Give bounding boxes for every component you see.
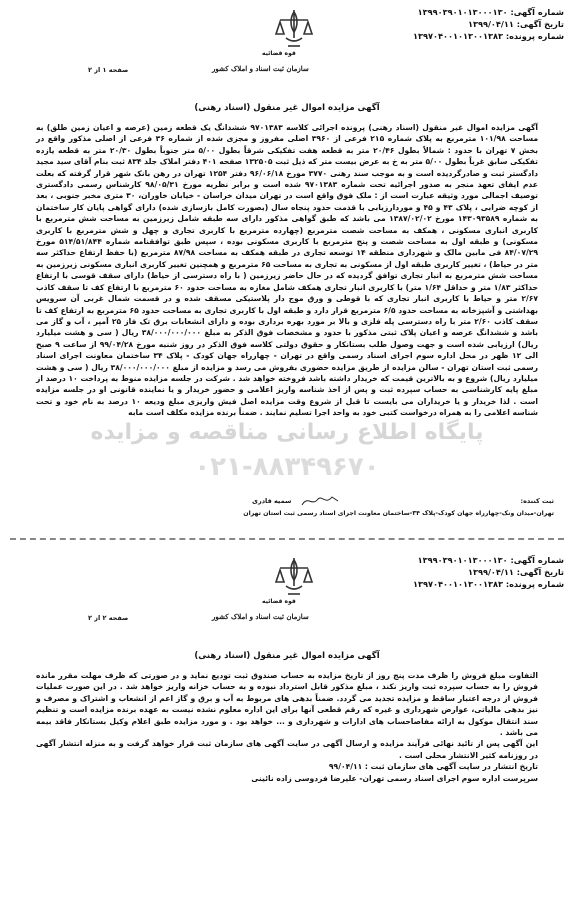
notice-number: شماره آگهی: ۱۳۹۹۰۳۹۰۱۰۱۳۰۰۰۱۳۰ [417, 555, 564, 565]
notice-paragraph: التفاوت مبلغ فروش را ظرف مدت پنج روز از تاریخ مزایده به حساب صندوق ثبت تودیع نماید و در صورتی که ظرف مهلت مقرر مانده فروش را به حساب سپرده ثبت واریز نکند ، مبلغ مذکور قابل استرداد نبوده و به حساب خزانه واریز خواهد شد . در این صورت عملیات فروش از درجه اعتبار ساقط و مزایده تجدید می گردد. ضمناً بدهی های مربوط به آب و برق و گاز اعم از انشعاب و اشتراک و مصرف و نیز بدهی مالیاتی، عوارض شهرداری و غیره که رقم قطعی آنها برای این اداره معلوم نشده نیست به عهده برنده مزایده است و تنظیم سند انتقال موکول به ارائه مفاصاحساب های ادارات و شهرداری و ... خواهد بود . و مورد مزایده طبق اعلام وکیل بستانکار فاقد بیمه می باشد . [36, 671, 538, 738]
notice-meta [384, 6, 564, 42]
section-divider [10, 538, 564, 540]
notice-number: شماره آگهی: ۱۳۹۹۰۳۹۰۱۰۱۳۰۰۰۱۳۰ [417, 7, 564, 17]
recorder-name: سمیه قادری [252, 497, 292, 505]
signatory: سرپرست اداره سوم اجرای اسناد رسمی تهران- علیرضا فردوسی زاده نائینی [251, 773, 538, 783]
notice-body [36, 670, 538, 784]
notice-date: تاریخ آگهی: ۱۳۹۹/۰۴/۱۱ [467, 19, 564, 29]
watermark-text: پایگاه اطلاع رسانی مناقصه و مزایده [90, 420, 484, 445]
organization-name: سازمان ثبت اسناد و املاک کشور [212, 64, 309, 73]
notice-title: آگهی مزایده اموال غیر منقول (اسناد رهنی) [194, 651, 380, 661]
publish-date: تاریخ انتشار در سایت آگهی های سازمان ثبت : ۹۹/۰۴/۱۱ [328, 762, 538, 772]
notice-meta [384, 554, 564, 590]
judiciary-label: قوه قضائیه [262, 598, 296, 605]
page-number: صفحه ۲ از ۲ [88, 614, 129, 622]
case-number: شماره پرونده: ۱۳۹۷۰۴۰۰۱۰۱۳۰۰۱۳۸۳ [413, 579, 564, 589]
page-number: صفحه ۱ از ۲ [88, 66, 129, 74]
notice-body [36, 122, 538, 419]
notice-paragraph: این آگهی پس از تائید نهائی فرآیند مزایده و ارسال آگهی در سایت آگهی های سازمان ثبت قرار خواهد گرفت و به منزله انتشار آگهی در روزنامه کثیر الانتشار محلی است . [36, 739, 538, 760]
signature-icon [300, 493, 340, 509]
iran-emblem-icon [268, 8, 320, 52]
recorder-label: ثبت کننده: [520, 497, 554, 505]
notice-date: تاریخ آگهی: ۱۳۹۹/۰۴/۱۱ [467, 567, 564, 577]
judiciary-label: قوه قضائیه [262, 50, 296, 57]
office-address: تهران-میدان ونک-چهارراه جهان کودک-پلاک ۳۴-ساختمان معاونت اجرای اسناد رسمی ثبت استان تهران [243, 510, 554, 517]
notice-title: آگهی مزایده اموال غیر منقول (اسناد رهنی) [194, 103, 380, 113]
organization-name: سازمان ثبت اسناد و املاک کشور [212, 612, 309, 621]
case-number: شماره پرونده: ۱۳۹۷۰۴۰۰۱۰۱۳۰۰۱۳۸۳ [413, 31, 564, 41]
notice-paragraph: آگهی مزایده اموال غیر منقول (اسناد رهنی) پرونده اجرائی کلاسه ۹۷۰۱۳۸۳ ششدانگ یک قطعه زمین (عرصه و اعیان زمین طلق) به مساحت ۱۰۱/۹۸ مترمربع به پلاک شماره ۲۱۵ فرعی از ۳۹۶۰ اصلی مفروز و مجزی شده از شماره ۳۶ فرعی از اصلی مذکور واقع در بخش ۷ تهران با حدود : شمالاً بطول ۲۰/۴۶ متر به قطعه هفت تفکیکی شرقاً بطول ۵/۰۰ متر جنوباً بطول ۲۰/۳۰ متر به قطعه یازده تفکیکی سابق غرباً بطول ۵/۰۰ متر به خ به عرض بیست متر که ذیل ثبت ۱۳۲۵۰۵ صفحه ۴۰۱ دفتر املاک جلد ۸۳۴ ثبت بنام آقای سید مجید دادگستر ثبت و صادرگردیده است و به موجب سند رهنی ۳۷۷۰ مورخ ۹۶/۰۶/۱۸ دفتر ۱۲۵۴ تهران در رهن بانک شهر قرار گرفته که بعلت عدم ایفای تعهد منجر به صدور اجرائیه تحت شماره ۹۷۰۱۳۸۳ شده است و برابر نظریه مورخ ۹۸/۰۵/۳۱ کارشناس رسمی دادگستری توصیف اجمالی مورد وثیقه عبارت است از : ملک فوق واقع است در تهران میدان خراسان - خیابان خاوران، ۳۰ متری مخبر جنوبی ، بعد از کوچه ضرابی ، پلاک ۴۳ و ۴۵ و موردارزیابی با قدمت حدود پنجاه سال (بصورت کامل بازسازی شده) دارای گواهی پایان کار ساختمان به شماره ۱۴۳۰۹۳۵۸۹ مورخ ۱۳۸۷/۰۲/۰۲ می باشد که طبق گواهی مذکور دارای سه طبقه شامل زیرزمین به مساحت شش مترمربع با کاربری انباری مسکونی ، همکف به مساحت شصت مترمربع (چهارده مترمربع با کاربری تجاری و چهل و شش مترمربع با کاربری مسکونی) و طبقه اول به مساحت شصت و پنج مترمربع با کاربری مسکونی بوده ، سپس طبق توافقنامه شماره ۵۱۴/۵۱/۸۴۴ مورخ ۸۴/۰۷/۲۹ فی مابین مالک و شهرداری منطقه ۱۴ توسعه تجاری در طبقه همکف به مساحت ۸۷/۹۸ مترمربع (با حفظ ارتفاع حداکثر سه متر در حیاط) ، تغییر کاربری طبقه اول از مسکونی به تجاری به مساحت ۶۵ مترمربع و همچنین تغییر کاربری انباری مسکونی زیرزمین به مساحت شش مترمربع به انبار تجاری توافق گردیده که در حال حاضر زیرزمین ( با راه دسترسی از حیاط) دارای سقف قوسی با ارتفاع حداکثر ۱/۸۳ متر و حداقل ۱/۶۴ متر) با کاربری انبار تجاری همکف شامل مغازه به مساحت حدود ۶۰ مترمربع با ارتفاع کف تا سقف کاذب ۲/۶۷ متر و حیاط با کاربری انبار تجاری که با قوطی و ورق موج دار پلاستیکی مسقف شده و در قسمت شمال غربی آن سرویس بهداشتی و آشپزخانه به مساحت حدود ۶/۵ مترمربع قرار دارد و طبقه اول با کاربری تجاری به مساحت حدود ۶۵ مترمربع به ارتفاع کف تا سقف کاذب ۲/۶۰ متر با راه دسترسی پله فلزی و بالا بر مورد بهره برداری بوده و دارای انشعابات برق تک فاز ۲۵ آمپر ، آب و گاز می باشد و ششدانگ عرصه و اعیان پلاک ثبتی مذکور با حدود و مشخصات فوق الذکر به مبلغ ۳۸/۰۰۰/۰۰۰/۰۰۰ ریال ( سی و هشت میلیارد ریال) ارزیابی شده است و جهت وصول طلب بستانکار و حقوق دولتی کلاسه فوق الذکر در روز شنبه مورخ ۹۹/۰۴/۲۸ از ساعت ۹ صبح الی ۱۲ ظهر در محل اداره سوم اجرای اسناد رسمی واقع در تهران - چهارراه جهان کودک - پلاک ۳۴ ساختمان معاونت اجرای اسناد رسمی ثبت استان تهران - سالن مزایده از طریق مزایده حضوری بفروش می رسد و مزایده از مبلغ ۳۸/۰۰۰/۰۰۰/۰۰۰ ریال ( سی و هشت میلیارد ریال) شروع و به بالاترین قیمت که خریدار داشته باشد فروخته خواهد شد . شرکت در جلسه مزایده منوط به پرداخت ۱۰ درصد از مبلغ پایه کارشناسی به حساب سپرده ثبت و پس از اخذ شناسه واریز اعلامی و حضور خریدار و یا نماینده قانونی او در جلسه مزایده است . لذا خریدار و یا خریداران می بایست تا قبل از شروع وقت مزایده اصل فیش واریزی مبلغ ودیعه ۱۰ درصد به نام خود و تحت شناسه اعلامی را به همراه درخواست کتبی خود به واحد اجرا تسلیم نمایند . ضمناً برنده مزایده مکلف است مابه [36, 123, 539, 418]
watermark-phone: ۰۲۱-۸۸۳۴۹۶۷۰ [194, 452, 380, 482]
notice-page-2 [0, 548, 574, 898]
iran-emblem-icon [268, 556, 320, 600]
